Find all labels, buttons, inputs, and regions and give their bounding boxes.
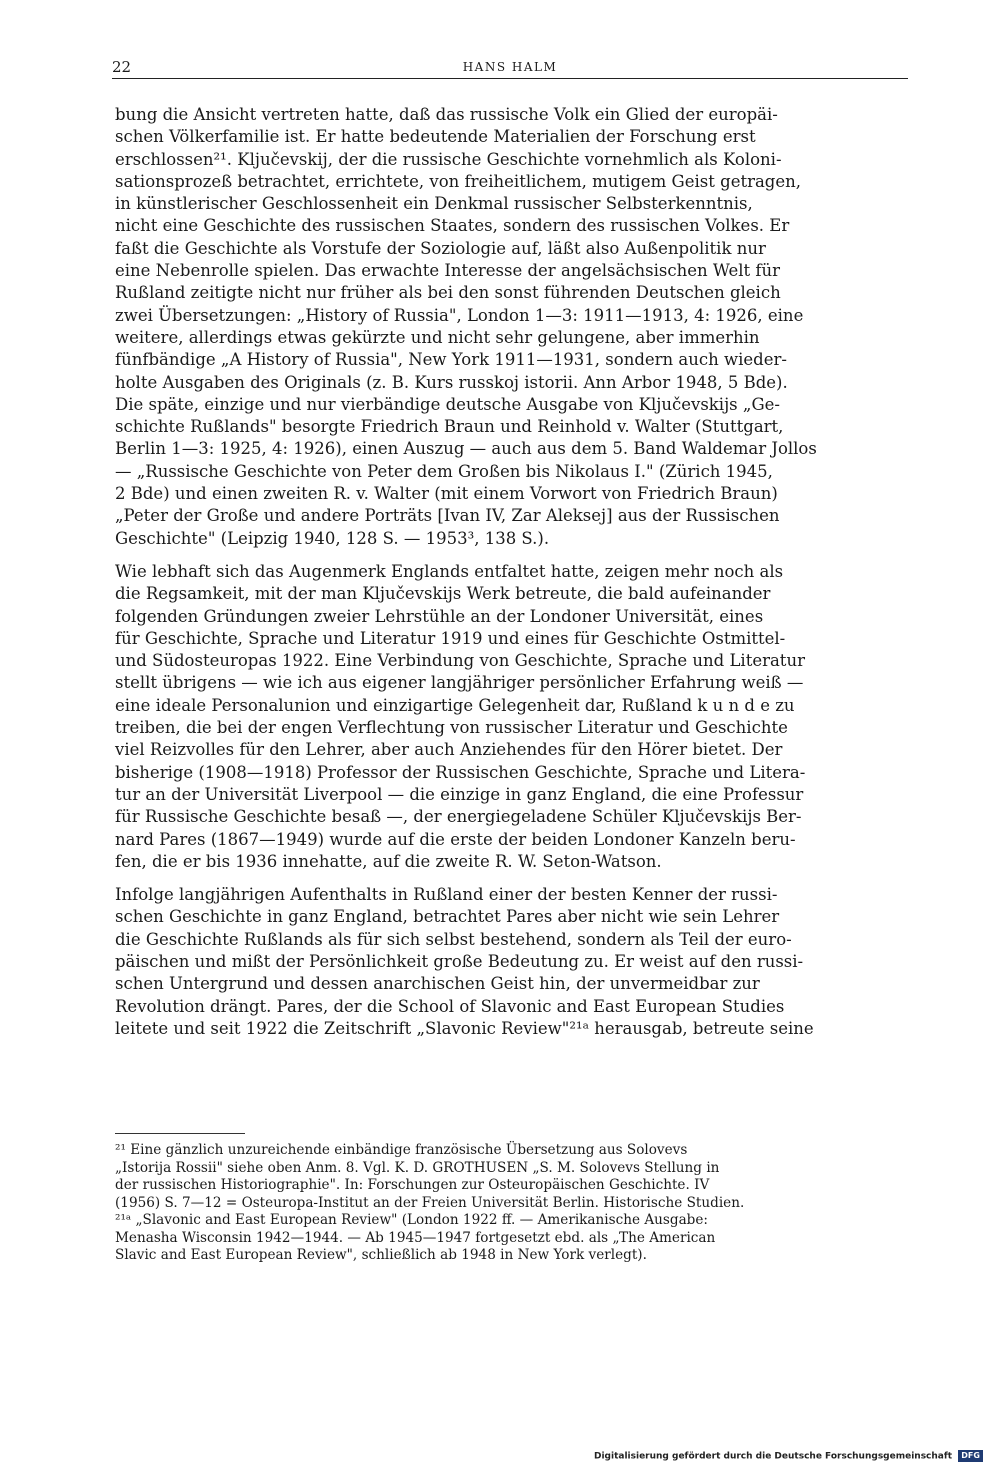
body-text bbox=[115, 104, 907, 1051]
text-line: „Peter der Große und andere Porträts [Ivan IV, Zar Aleksej] aus der Russischen bbox=[115, 506, 780, 526]
paragraph bbox=[115, 104, 907, 550]
text-line: die Geschichte Rußlands als für sich selbst bestehend, sondern als Teil der euro- bbox=[115, 929, 792, 949]
text-line: Geschichte" (Leipzig 1940, 128 S. — 1953³, 138 S.). bbox=[115, 528, 550, 548]
text-line: eine Nebenrolle spielen. Das erwachte Interesse der angelsächsischen Welt für bbox=[115, 261, 781, 281]
footnote-line: Slavic and East European Review", schließlich ab 1948 in New York verlegt). bbox=[115, 1247, 647, 1263]
text-line: Rußland zeitigte nicht nur früher als bei den sonst führenden Deutschen gleich bbox=[115, 283, 781, 303]
text-line: stellt übrigens — wie ich aus eigener langjähriger persönlicher Erfahrung weiß — bbox=[115, 673, 804, 693]
footnote-line: (1956) S. 7—12 = Osteuropa-Institut an der Freien Universität Berlin. Historische Studien. bbox=[115, 1194, 745, 1211]
footnotes bbox=[115, 1142, 907, 1265]
text-line: holte Ausgaben des Originals (z. B. Kurs russkoj istorii. Ann Arbor 1948, 5 Bde). bbox=[115, 372, 788, 392]
text-line: schichte Rußlands" besorgte Friedrich Braun und Reinhold v. Walter (Stuttgart, bbox=[115, 417, 784, 437]
text-line: in künstlerischer Geschlossenheit ein Denkmal russischer Selbsterkenntnis, bbox=[115, 194, 753, 214]
page-header bbox=[112, 58, 908, 79]
text-line: — „Russische Geschichte von Peter dem Großen bis Nikolaus I." (Zürich 1945, bbox=[115, 461, 773, 481]
footnote-separator bbox=[115, 1133, 245, 1134]
text-line: weitere, allerdings etwas gekürzte und nicht sehr gelungene, aber immerhin bbox=[115, 327, 760, 347]
text-line: 2 Bde) und einen zweiten R. v. Walter (mit einem Vorwort von Friedrich Braun) bbox=[115, 484, 778, 504]
text-line: Revolution drängt. Pares, der die School of Slavonic and East European Studies bbox=[115, 996, 785, 1016]
text-line: fünfbändige „A History of Russia", New York 1911—1931, sondern auch wieder- bbox=[115, 350, 787, 370]
digitization-note: Digitalisierung gefördert durch die Deutsche Forschungsgemeinschaft bbox=[594, 1451, 953, 1462]
paragraph bbox=[115, 884, 907, 1040]
text-line: Berlin 1—3: 1925, 4: 1926), einen Auszug — auch aus dem 5. Band Waldemar Jollos bbox=[115, 439, 817, 459]
text-line: tur an der Universität Liverpool — die einzige in ganz England, die eine Professur bbox=[115, 784, 804, 804]
page-number: 22 bbox=[112, 58, 132, 76]
text-line: bung die Ansicht vertreten hatte, daß das russische Volk ein Glied der europäi- bbox=[115, 105, 778, 124]
text-line: treiben, die bei der engen Verflechtung von russischer Literatur und Geschichte bbox=[115, 718, 788, 738]
text-line: bisherige (1908—1918) Professor der Russischen Geschichte, Sprache und Litera- bbox=[115, 762, 806, 782]
text-line: die Regsamkeit, mit der man Ključevskijs Werk betreute, die bald aufeinander bbox=[115, 584, 771, 604]
text-line: schen Völkerfamilie ist. Er hatte bedeutende Materialien der Forschung erst bbox=[115, 127, 756, 147]
text-line: zwei Übersetzungen: „History of Russia", London 1—3: 1911—1913, 4: 1926, eine bbox=[115, 305, 804, 325]
text-line: leitete und seit 1922 die Zeitschrift „Slavonic Review"²¹ᵃ herausgab, betreute seine bbox=[115, 1018, 814, 1038]
text-line: eine ideale Personalunion und einzigartige Gelegenheit dar, Rußland k u n d e zu bbox=[115, 695, 795, 715]
text-line: faßt die Geschichte als Vorstufe der Soziologie auf, läßt also Außenpolitik nur bbox=[115, 238, 766, 258]
text-line: päischen und mißt der Persönlichkeit große Bedeutung zu. Er weist auf den russi- bbox=[115, 951, 804, 971]
text-line: Die späte, einzige und nur vierbändige deutsche Ausgabe von Ključevskijs „Ge- bbox=[115, 394, 780, 414]
text-line: Wie lebhaft sich das Augenmerk Englands entfaltet hatte, zeigen mehr noch als bbox=[115, 561, 784, 581]
digitization-credit bbox=[594, 1450, 983, 1464]
footnote-line: „Istorija Rossii" siehe oben Anm. 8. Vgl. K. D. GROTHUSEN „S. M. Solovevs Stellung in bbox=[115, 1159, 720, 1176]
paragraph bbox=[115, 561, 907, 873]
text-line: fen, die er bis 1936 innehatte, auf die zweite R. W. Seton-Watson. bbox=[115, 851, 662, 871]
text-line: nicht eine Geschichte des russischen Staates, sondern des russischen Volkes. Er bbox=[115, 216, 790, 236]
text-line: Infolge langjährigen Aufenthalts in Rußland einer der besten Kenner der russi- bbox=[115, 885, 778, 905]
footnote-line: ²¹ Eine gänzlich unzureichende einbändige französische Übersetzung aus Solovevs bbox=[115, 1142, 688, 1158]
footnote-line: Menasha Wisconsin 1942—1944. — Ab 1945—1947 fortgesetzt ebd. als „The American bbox=[115, 1229, 716, 1246]
text-line: nard Pares (1867—1949) wurde auf die erste der beiden Londoner Kanzeln beru- bbox=[115, 829, 796, 849]
text-line: viel Reizvolles für den Lehrer, aber auch Anziehendes für den Hörer bietet. Der bbox=[115, 740, 783, 760]
text-line: und Südosteuropas 1922. Eine Verbindung von Geschichte, Sprache und Literatur bbox=[115, 651, 805, 671]
text-line: für Geschichte, Sprache und Literatur 1919 und eines für Geschichte Ostmittel- bbox=[115, 628, 786, 648]
text-line: schen Untergrund und dessen anarchischen Geist hin, der unvermeidbar zur bbox=[115, 974, 760, 994]
footnote-line: der russischen Historiographie". In: Forschungen zur Osteuropäischen Geschichte. IV bbox=[115, 1177, 710, 1193]
text-line: sationsprozeß betrachtet, errichtete, von freiheitlichem, mutigem Geist getragen, bbox=[115, 171, 802, 191]
text-line: schen Geschichte in ganz England, betrachtet Pares aber nicht wie sein Lehrer bbox=[115, 907, 780, 927]
running-head: HANS HALM bbox=[462, 60, 558, 74]
dfg-logo: DFG bbox=[958, 1450, 983, 1462]
text-line: erschlossen²¹. Ključevskij, der die russische Geschichte vornehmlich als Koloni- bbox=[115, 149, 782, 169]
footnote-line: ²¹ᵃ „Slavonic and East European Review" (London 1922 ff. — Amerikanische Ausgabe: bbox=[115, 1212, 709, 1228]
text-line: folgenden Gründungen zweier Lehrstühle an der Londoner Universität, eines bbox=[115, 606, 764, 626]
text-line: für Russische Geschichte besaß —, der energiegeladene Schüler Ključevskijs Ber- bbox=[115, 807, 802, 827]
